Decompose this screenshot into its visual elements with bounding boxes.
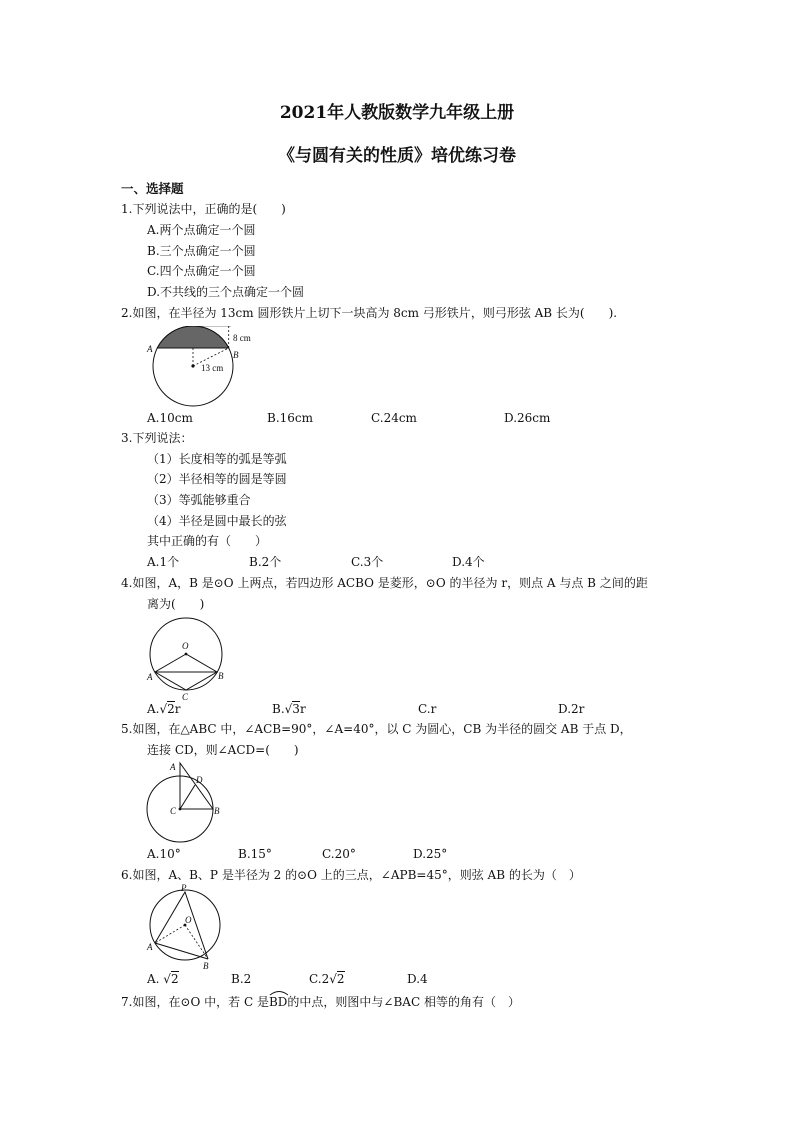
q4-option-a: A.√2r (147, 702, 181, 716)
q4-option-b: B.√3r (272, 702, 306, 716)
q3-statement-1: （1）长度相等的弧是等弧 (147, 452, 287, 466)
q5-triangle-figure (145, 758, 235, 844)
q6-option-a: A. √2 (147, 972, 179, 986)
q3-option-c: C.3个 (351, 555, 384, 569)
q5-stem-line-1: 5.如图，在△ABC 中，∠ACB=90°，∠A=40°，以 C 为圆心，CB 为半径的圆交 AB 于点 D， (121, 722, 632, 736)
q1-option-a: A.两个点确定一个圆 (147, 223, 256, 237)
q4-label-c: C (182, 692, 189, 702)
q6-label-a: A (147, 942, 153, 952)
q4-label-o: O (182, 641, 189, 651)
q2-option-b: B.16cm (267, 411, 314, 425)
q6-label-o: O (185, 915, 192, 925)
q6-label-p: P (181, 884, 187, 893)
q5-label-c: C (170, 806, 177, 816)
q3-question: 其中正确的有（ ） (147, 534, 268, 548)
q4-rhombus-figure (145, 614, 235, 702)
q4-label-a: A (147, 672, 153, 682)
title-line-2: 《与圆有关的性质》培优练习卷 (278, 146, 516, 166)
q2-segment-figure (145, 326, 265, 412)
q5-label-a: A (170, 762, 176, 772)
q4-option-d: D.2r (558, 702, 585, 716)
q5-label-b: B (214, 806, 220, 816)
q7-stem: 7.如图，在⊙O 中，若 C 是 BD的中点，则图中与∠BAC 相等的角有（ ） (121, 992, 520, 1009)
q4-label-b: B (218, 671, 224, 681)
q5-option-d: D.25° (413, 847, 448, 861)
q1-stem: 1.下列说法中，正确的是( ) (121, 202, 286, 216)
q2-label-radius: 13 cm (201, 363, 224, 373)
q3-option-d: D.4个 (452, 555, 485, 569)
q5-option-b: B.15° (238, 847, 272, 861)
q1-option-d: D.不共线的三个点确定一个圆 (147, 285, 305, 299)
q6-inscribed-angle-figure (145, 884, 230, 970)
q2-option-d: D.26cm (504, 411, 551, 425)
q2-option-c: C.24cm (371, 411, 417, 425)
q4-option-c: C.r (418, 702, 437, 716)
q5-stem-line-2: 连接 CD，则∠ACD=( ) (147, 743, 299, 757)
title-line-1: 2021年人教版数学九年级上册 (279, 103, 515, 123)
q2-label-a: A (147, 344, 153, 354)
q5-label-d: D (196, 775, 203, 785)
q2-stem: 2.如图，在半径为 13cm 圆形铁片上切下一块高为 8cm 弓形铁片，则弓形弦 AB 长为( ). (121, 306, 618, 320)
q2-label-height: 8 cm (233, 333, 251, 343)
q1-option-b: B.三个点确定一个圆 (147, 244, 256, 258)
q2-option-a: A.10cm (147, 411, 193, 425)
q7-arc-bd: BD (269, 992, 287, 1009)
q6-option-b: B.2 (231, 972, 252, 986)
q3-option-a: A.1个 (147, 555, 180, 569)
q6-stem: 6.如图，A、B、P 是半径为 2 的⊙O 上的三点，∠APB=45°，则弦 AB 的长为（ ） (121, 868, 581, 882)
q1-option-c: C.四个点确定一个圆 (147, 264, 256, 278)
q4-stem-line-1: 4.如图，A，B 是⊙O 上两点，若四边形 ACBO 是菱形，⊙O 的半径为 r，则点 A 与点 B 之间的距 (121, 576, 648, 590)
q6-option-c: C.2√2 (309, 972, 345, 986)
q3-stem: 3.下列说法： (121, 431, 193, 445)
q6-option-d: D.4 (407, 972, 428, 986)
q5-option-a: A.10° (147, 847, 181, 861)
section-heading: 一、选择题 (121, 181, 184, 196)
q5-option-c: C.20° (322, 847, 356, 861)
q6-label-b: B (203, 961, 209, 970)
q3-statement-3: （3）等弧能够重合 (147, 493, 251, 507)
q3-statement-4: （4）半径是圆中最长的弦 (147, 514, 287, 528)
q2-label-b: B (233, 350, 239, 360)
arc-symbol-icon (269, 990, 289, 996)
q4-stem-line-2: 离为( ) (147, 597, 205, 611)
q3-option-b: B.2个 (249, 555, 282, 569)
q3-statement-2: （2）半径相等的圆是等圆 (147, 472, 287, 486)
